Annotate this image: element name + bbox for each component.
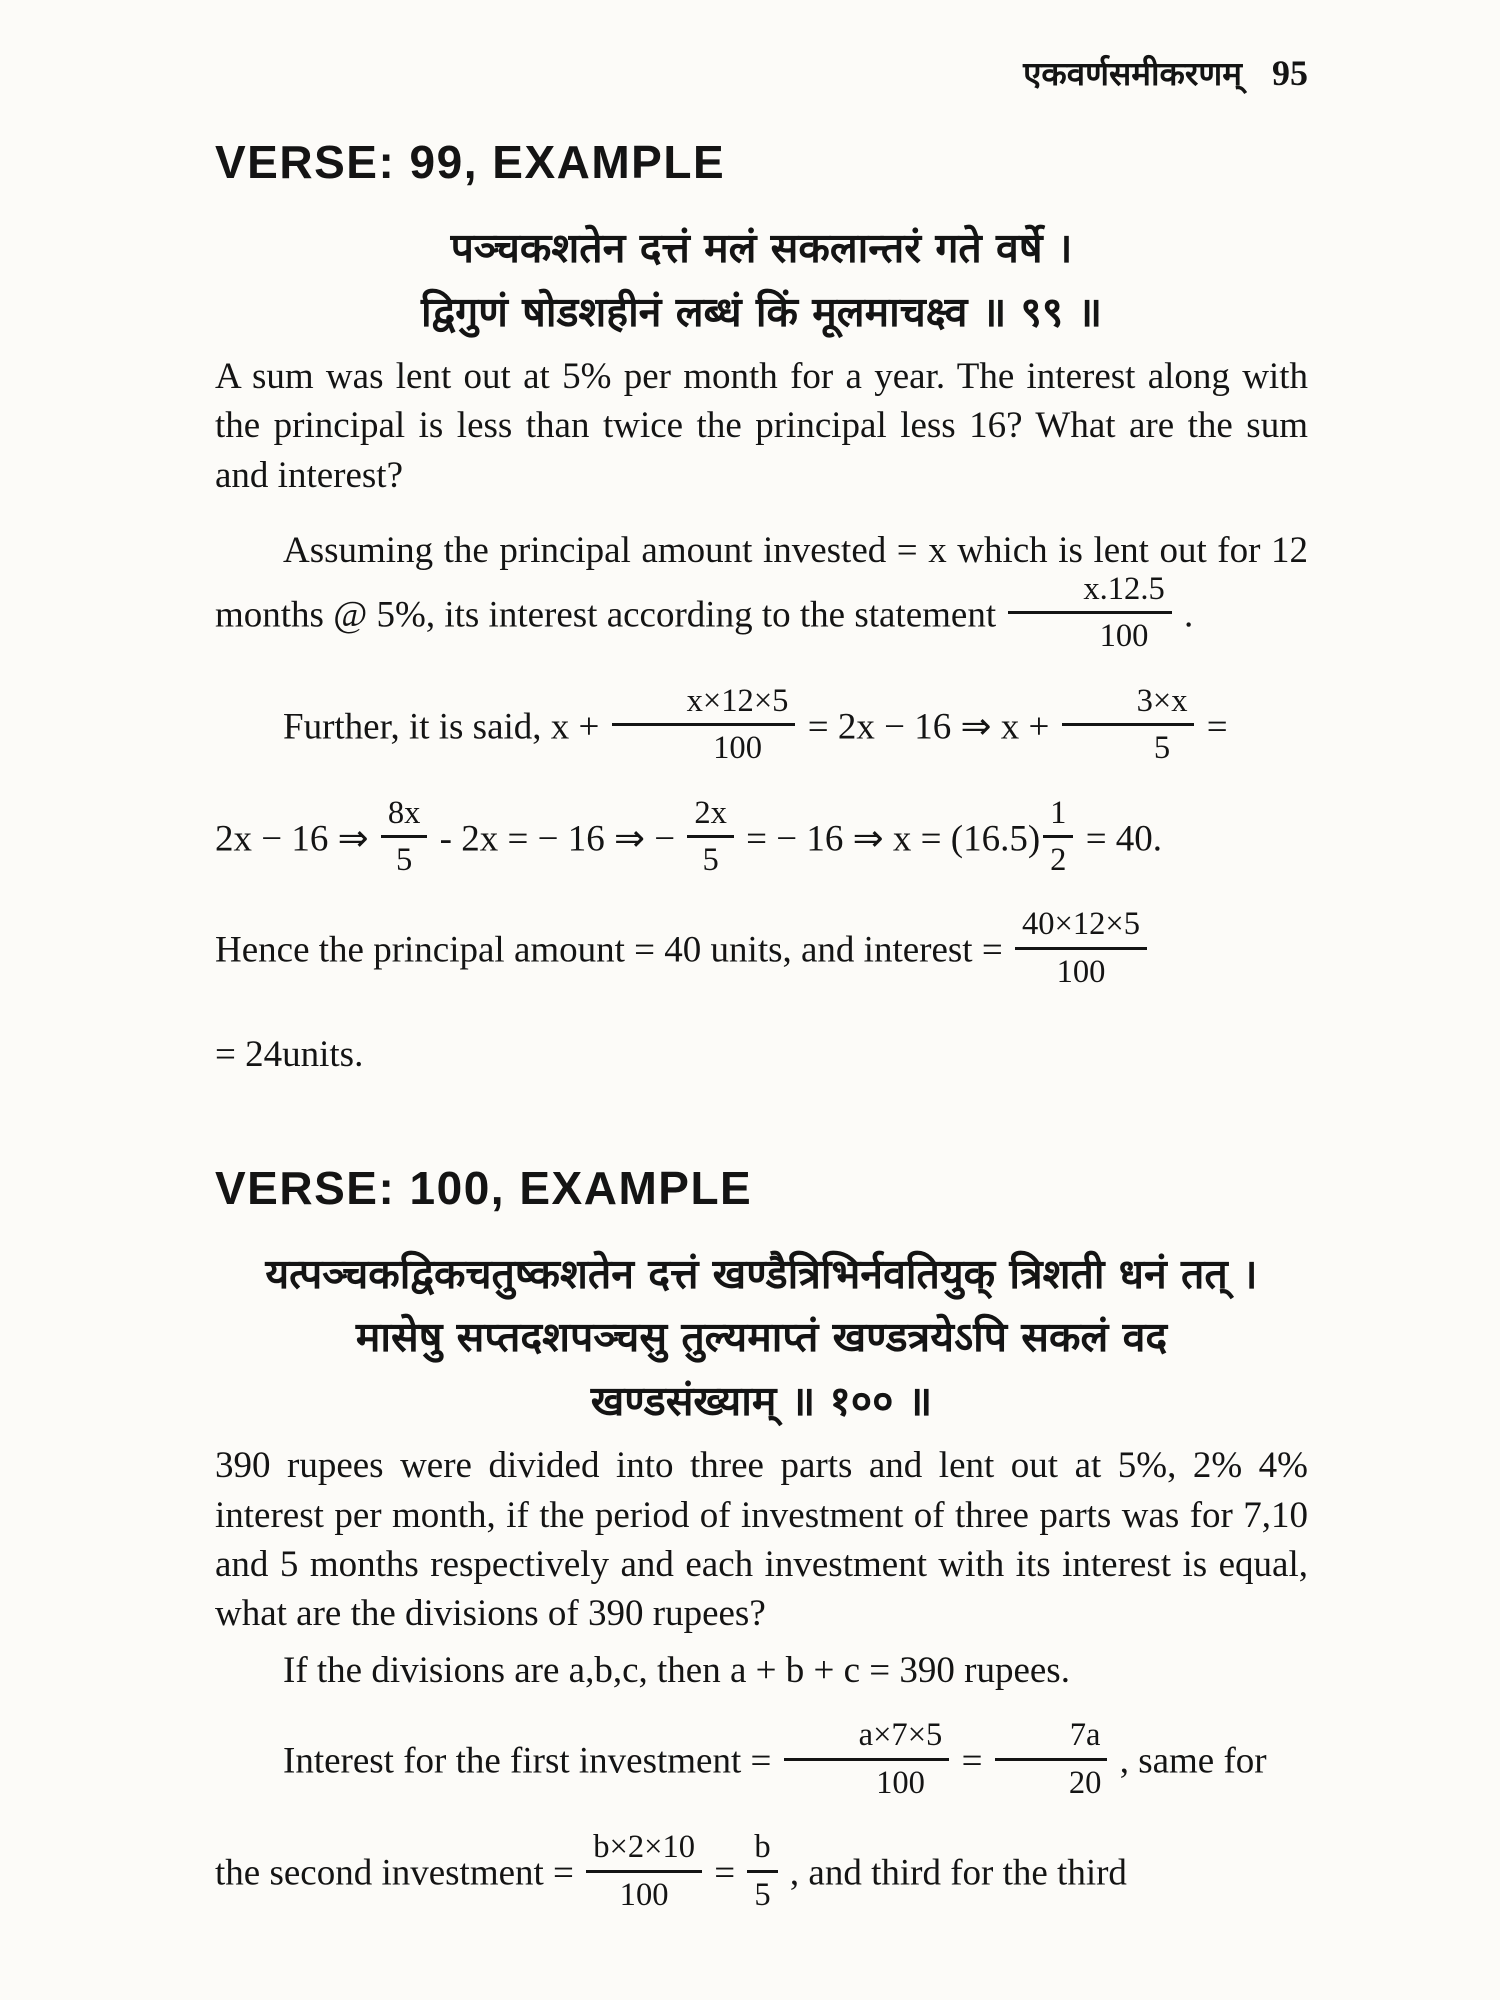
verse-99-translation: A sum was lent out at 5% per month for a year. The interest along with the principal is less than twice the principal less 16? What are the sum and interest? bbox=[215, 356, 1308, 496]
running-title: एकवर्णसमीकरणम् bbox=[1023, 54, 1242, 93]
fraction-denominator: 20 bbox=[1068, 1764, 1102, 1801]
fraction-numerator: b×2×10 bbox=[586, 1828, 702, 1872]
fraction-denominator: 5 bbox=[396, 842, 413, 879]
verse-99-solution-paragraph: Assuming the principal amount invested = x which is lent out for 12 months @ 5%, its interest according to the statement $\frac{x.12.5}{100}$ . bbox=[215, 529, 1308, 655]
fraction bbox=[1012, 905, 1150, 991]
fraction-numerator: 3×x bbox=[1062, 682, 1195, 726]
fraction-numerator: 7a bbox=[995, 1716, 1108, 1760]
fraction bbox=[609, 682, 799, 768]
fraction-numerator: 2x bbox=[687, 794, 734, 838]
verse-100-heading: VERSE: 100, EXAMPLE bbox=[215, 1161, 753, 1214]
fraction-numerator: b bbox=[747, 1828, 777, 1872]
fraction-denominator: 100 bbox=[1099, 618, 1149, 655]
fraction-denominator: 100 bbox=[713, 730, 762, 767]
sanskrit-line: पञ्चकशतेन दत्तं मलं सकलान्तरं गते वर्षे । bbox=[450, 224, 1073, 273]
fraction-denominator: 5 bbox=[1153, 730, 1171, 767]
equation-line: the second investment = $\frac{b\times 2\times 10}{100}$ = $\frac{b}{5}$ , and third for the third bbox=[215, 1829, 1127, 1913]
verse-100-translation: 390 rupees were divided into three parts and lent out at 5%, 2% 4% interest per month, if the period of investment of three parts was for 7,10 and 5 months respectively and each investment with its interest is equal, what are the divisions of 390 rupees? bbox=[215, 1445, 1308, 1634]
fraction bbox=[378, 794, 431, 880]
fraction-denominator: 100 bbox=[619, 1876, 669, 1913]
page-header bbox=[215, 50, 1308, 98]
fraction-denominator: 2 bbox=[1050, 842, 1067, 879]
fraction-numerator: a×7×5 bbox=[784, 1716, 950, 1760]
fraction-numerator: x.12.5 bbox=[1008, 570, 1171, 614]
equation-line: Interest for the first investment = $\frac{a\times 7\times 5}{100}$ = $\frac{7a}{20}$ , same for bbox=[283, 1717, 1267, 1801]
fraction bbox=[1005, 570, 1174, 656]
fraction bbox=[781, 1716, 953, 1802]
fraction-numerator: 1 bbox=[1043, 794, 1073, 838]
sanskrit-line: मासेषु सप्तदशपञ्चसु तुल्यमाप्तं खण्डत्रयेऽपि सकलं वद bbox=[355, 1313, 1168, 1362]
verse-99-heading: VERSE: 99, EXAMPLE bbox=[215, 135, 726, 188]
page-number: 95 bbox=[1272, 53, 1308, 93]
verse-100-sanskrit bbox=[215, 1243, 1308, 1434]
equation-line: Further, it is said, x + $\frac{x\times 12\times 5}{100}$ = 2x − 16 ⇒ x + $\frac{3\times x}{5}$ = bbox=[283, 682, 1228, 767]
verse-99-sanskrit bbox=[215, 217, 1308, 344]
sanskrit-line: द्विगुणं षोडशहीनं लब्धं किं मूलमाचक्ष्व ॥ ९९ ॥ bbox=[420, 287, 1103, 336]
fraction-denominator: 100 bbox=[1056, 953, 1106, 990]
fraction-numerator: 8x bbox=[381, 794, 428, 838]
fraction bbox=[992, 1716, 1111, 1802]
verse-100-divisions-line: If the divisions are a,b,c, then a + b + c = 390 rupees. bbox=[283, 1650, 1070, 1692]
fraction bbox=[684, 794, 737, 880]
fraction-denominator: 5 bbox=[702, 842, 719, 879]
sanskrit-line: यत्पञ्चकद्विकचतुष्कशतेन दत्तं खण्डैत्रिभिर्नवतियुक् त्रिशती धनं तत् । bbox=[265, 1249, 1258, 1298]
fraction-numerator: 40×12×5 bbox=[1015, 905, 1147, 949]
fraction bbox=[583, 1828, 705, 1914]
sanskrit-line: खण्डसंख्याम् ॥ १०० ॥ bbox=[590, 1376, 933, 1425]
equation-line: Hence the principal amount = 40 units, and interest = $\frac{40\times 12\times 5}{100}$ bbox=[215, 910, 1308, 996]
fraction bbox=[1059, 682, 1198, 768]
fraction bbox=[744, 1828, 780, 1914]
fraction bbox=[1040, 794, 1076, 880]
equation-line: 2x − 16 ⇒ $\frac{8x}{5}$ - 2x = − 16 ⇒ − $\frac{2x}{5}$ = − 16 ⇒ x = (16.5) $\frac{1}{2}$ = 40. bbox=[215, 794, 1163, 879]
fraction-numerator: x×12×5 bbox=[612, 682, 796, 726]
equation-result: = 24units. bbox=[215, 1034, 364, 1076]
fraction-denominator: 5 bbox=[754, 1876, 771, 1913]
fraction-denominator: 100 bbox=[876, 1764, 925, 1801]
